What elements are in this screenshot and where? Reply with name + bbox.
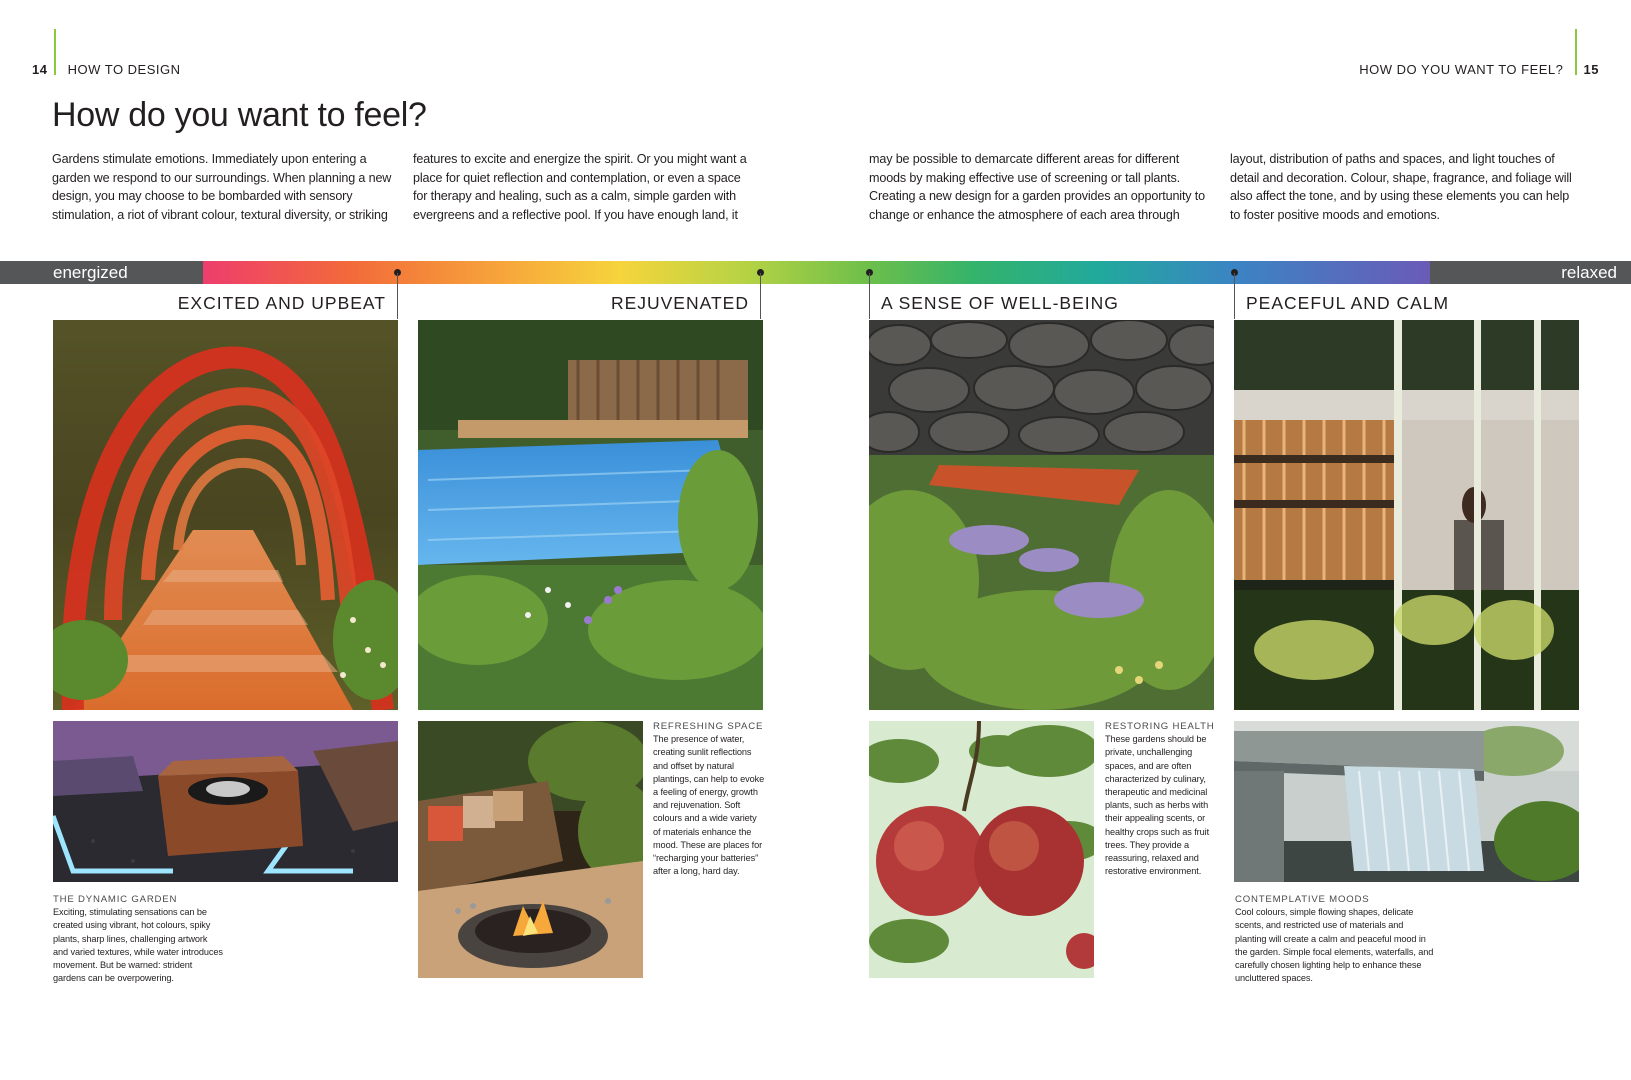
intro-column-4: layout, distribution of paths and spaces, and light touches of detail and decoration. Colour, shape, fragrance, and foliage will also affect the tone, and by using these elements you can help to foster positive moods and emotions. <box>1230 152 1572 223</box>
intro-column-1: Gardens stimulate emotions. Immediately upon entering a garden we respond to our surroundings. When planning a new design, you may choose to be bombarded with sensory stimulation, a riot of vibrant colour, textural diversity, or striking <box>52 152 392 223</box>
caption-dynamic-garden-heading: THE DYNAMIC GARDEN <box>53 894 178 905</box>
category-heading-rejuvenated: REJUVENATED <box>610 293 749 313</box>
caption-restoring-health-heading: RESTORING HEALTH <box>1105 721 1215 732</box>
marker-line-rejuvenated <box>760 273 761 319</box>
photo-seating-fire-bowl <box>418 721 643 978</box>
caption-contemplative-moods-heading: CONTEMPLATIVE MOODS <box>1235 894 1370 905</box>
spectrum-gradient <box>203 261 1430 284</box>
category-heading-wellbeing: A SENSE OF WELL-BEING <box>881 293 1119 313</box>
right-section-title: HOW DO YOU WANT TO FEEL? <box>1359 62 1564 77</box>
left-section-title: HOW TO DESIGN <box>67 62 181 77</box>
caption-contemplative-moods <box>1235 893 1435 985</box>
right-page-number: 15 <box>1583 62 1599 77</box>
left-running-head <box>32 62 181 77</box>
page-title: How do you want to feel? <box>52 96 427 134</box>
marker-line-wellbeing <box>869 273 870 319</box>
photo-red-arches-garden <box>53 320 398 710</box>
photo-led-fire-pit <box>53 721 398 882</box>
caption-dynamic-garden <box>53 893 223 985</box>
photo-stone-wall-planting <box>869 320 1214 710</box>
photo-apples-on-tree <box>869 721 1094 978</box>
right-running-head <box>1359 62 1599 77</box>
left-page-number: 14 <box>32 62 48 77</box>
photo-lit-pavilion-birches <box>1234 320 1579 710</box>
caption-restoring-health-body: These gardens should be private, unchallenging spaces, and are often characterized by culinary, therapeutic and medicinal plants, such as herbs with their appealing scents, or healthy crops such as fruit trees. They provide a reassuring, relaxed and restorative environment. <box>1105 734 1210 877</box>
caption-refreshing-space-heading: REFRESHING SPACE <box>653 721 764 732</box>
category-heading-peaceful: PEACEFUL AND CALM <box>1246 293 1450 313</box>
caption-refreshing-space-body: The presence of water, creating sunlit reflections and offset by natural plantings, can help to evoke a feeling of energy, growth and rejuvenation. Soft colours and a wide variety of materials enhance the mood. These are places for “recharging your batteries” after a long, hard day. <box>653 734 765 877</box>
photo-swimming-pool-garden <box>418 320 763 710</box>
caption-contemplative-moods-body: Cool colours, simple flowing shapes, delicate scents, and restricted use of materials and planting will create a calm and peaceful mood in the garden. Simple focal elements, waterfalls, and carefully chosen lighting help to enhance these uncluttered spaces. <box>1235 907 1434 984</box>
caption-dynamic-garden-body: Exciting, stimulating sensations can be created using vibrant, hot colours, spiky plants, sharp lines, challenging artwork and varied textures, while water introduces movement. But be warned: strident gardens can be overpowering. <box>53 907 223 984</box>
spectrum-label-relaxed: relaxed <box>1561 263 1617 282</box>
left-accent-rule <box>54 29 56 75</box>
category-heading-excited: EXCITED AND UPBEAT <box>177 293 386 313</box>
marker-line-peaceful <box>1234 273 1235 319</box>
intro-column-3: may be possible to demarcate different areas for different moods by making effective use of screening or tall plants. Creating a new design for a garden provides an opportunity to change or enhance the atmosphere of each area through <box>869 152 1205 223</box>
right-accent-rule <box>1575 29 1577 75</box>
photo-water-blade-feature <box>1234 721 1579 882</box>
spectrum-label-energized: energized <box>53 263 128 282</box>
marker-line-excited <box>397 273 398 319</box>
caption-refreshing-space <box>653 720 765 878</box>
caption-restoring-health <box>1105 720 1217 878</box>
mood-spectrum-bar <box>0 261 1631 284</box>
intro-column-2: features to excite and energize the spirit. Or you might want a place for quiet reflection and contemplation, or even a space for therapy and healing, such as a calm, simple garden with evergreens and a reflective pool. If you have enough land, it <box>413 152 747 223</box>
